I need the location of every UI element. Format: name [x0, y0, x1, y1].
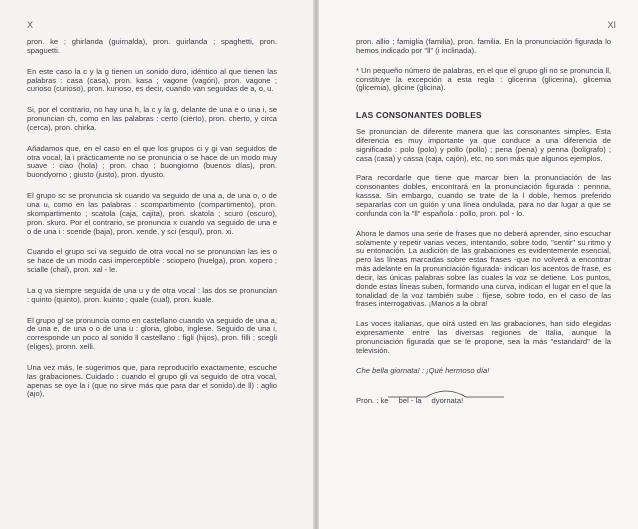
paragraph: El grupo sc se pronuncia sk cuando va seguido de una a, de una o, o de una u, como en las palabras : scompartimento (compartimento), pron. skompartimento ; scatola (caja, cajita), pron. skatola ; scuro (oscuro), pron. skuro. Por el contrario, se pronuncia x cuando va seguido de una e o de una i : scende (baja), pron. xende, y sci (esquí), pron. xi.: [27, 191, 277, 236]
right-text-column: [356, 38, 611, 406]
paragraph: La q va siempre seguida de una u y de otra vocal : las dos se pronuncian : quinto (quinto), pron. kuinto ; quale (cual), pron. kuale.: [27, 285, 277, 304]
paragraph: Añadamos que, en el caso en el que los grupos ci y gi van seguidos de otra vocal, la i prácticamente no se pronuncia o se hace de un modo muy suave : ciao (hola) ; pron. chao ; buongiorno (buenos días), pron. buondyorno ; giusto (justo), pron. dyusto.: [27, 143, 277, 180]
intonation-curve: [386, 383, 506, 399]
page-number-left: X: [27, 20, 34, 30]
pronunciation-syllable: dyornata!: [431, 396, 464, 406]
page-number-right: XI: [607, 20, 616, 30]
right-page: [319, 0, 638, 529]
paragraph: Se pronuncian de diferente manera que las consonantes simples. Esta diferencia es muy importante ya que conduce a una diferencia de significado : polo (polo) y pollo (pollo) ; pena (pena) y penna (bolígrafo) ; casa (casa) y cassa (caja, cajón), etc, no son más que algunos ejemplos.: [356, 127, 611, 163]
footnote: * Un pequeño número de palabras, en el que el grupo gli no se pronuncia ll, constituye la excepción a esta regla : glicerina (glicerina), glicemia (glicemia), glicine (glicina).: [356, 65, 611, 93]
paragraph: Si, por el contrario, no hay una h, la c y la g, delante de una e o una i, se pronuncian ch, como en las palabras : certo (cierto), pron. cherto, y circa (cerca), pron. chirka.: [27, 105, 277, 132]
left-text-column: [27, 38, 277, 411]
paragraph: Las voces italianas, que oirá usted en las grabaciones, han sido elegidas expresamente entre las diversas regiones de Italia, aunque la pronunciación figurada que se le propone, sea la más "estandard" de la televisión.: [356, 319, 611, 355]
paragraph: Ahora le damos una serie de frases que no deberá aprender, sino escuchar solamente y repetir varias veces, intentando, sobre todo, "sentir" su ritmo y su entonación. La audición de las grabaciones es evidentemente esencial, pero las líneas marcadas sobre estas frases -que no volverá a encontrar más adelante en la pronunciación figurada- indican los acentos de frase, es decir, las únicas palabras sobre las cuales la voz se detiene. Los puntos, donde estas líneas suben, formando una curva, indican el lugar en el que la tonalidad de la voz también sube : fíjese, sobre todo, en el caso de las frases interrogativas. ¡Manos a la obra!: [356, 228, 611, 309]
paragraph: Una vez más, le sugerimos que, para reproducirlo exactamente, escuche las grabaciones. Cuidado : cuando el grupo gli va seguido de otra vocal, apenas se oye la i (que no sirve más que para dar el sonido).de ll) : aglio (ajo),: [27, 362, 277, 399]
paragraph: pron. ke ; ghirlanda (guirnalda), pron. guirlanda ; spaghetti, pron. spaguetti.: [27, 37, 277, 55]
paragraph: En este caso la c y la g tienen un sonido duro, idéntico al que tienen las palabras : casa (casa), pron. kasa ; vagone (vagón), pron. vagone ; curioso (curioso), pron. kurioso, es decir, cuando van seguidas de a, o, u.: [27, 66, 277, 94]
paragraph: Cuando el grupo sci va seguido de otra vocal no se pronuncian las ies o se hace de un modo casi imperceptible : sciopero (huelga), pron. xopero ; scialle (chal), pron. xal - le.: [27, 247, 277, 275]
pronunciation-label: Pron. : ke: [356, 396, 389, 406]
paragraph: pron. allio ; famiglia (familia), pron. familia. En la pronunciación figurada lo hemos indicado por "ll" (i inclinada).: [356, 37, 611, 55]
pronunciation-line: [356, 397, 611, 406]
example-phrase: Che bella giornata! : ¡Qué hermoso día!: [356, 365, 490, 375]
pronunciation-syllable: bel - la: [398, 396, 422, 406]
left-page: [0, 0, 315, 529]
section-heading: LAS CONSONANTES DOBLES: [356, 110, 482, 121]
paragraph: El grupo gl se pronuncia como en castellano cuando va seguido de una a, de una e, de una o o de una u : gloria, globo, inglese. Seguido de una i, corresponde un poco al sonido ll castellano : figli (hijos), pron. filli ; scegli (eliges), pronn. xelli.: [27, 315, 277, 352]
paragraph: Para recordarle que tiene que marcar bien la pronunciación de las consonantes dobles, encontrará en la pronunciación figurada : pennna, kasssa. Sin embargo, cuando se trate de la l doble, hemos preferido separarlas con un guión y una línea ondulada, para no dar lugar a que se confunda con la "ll" española : pollo, pron. pol - lo.: [356, 173, 611, 218]
